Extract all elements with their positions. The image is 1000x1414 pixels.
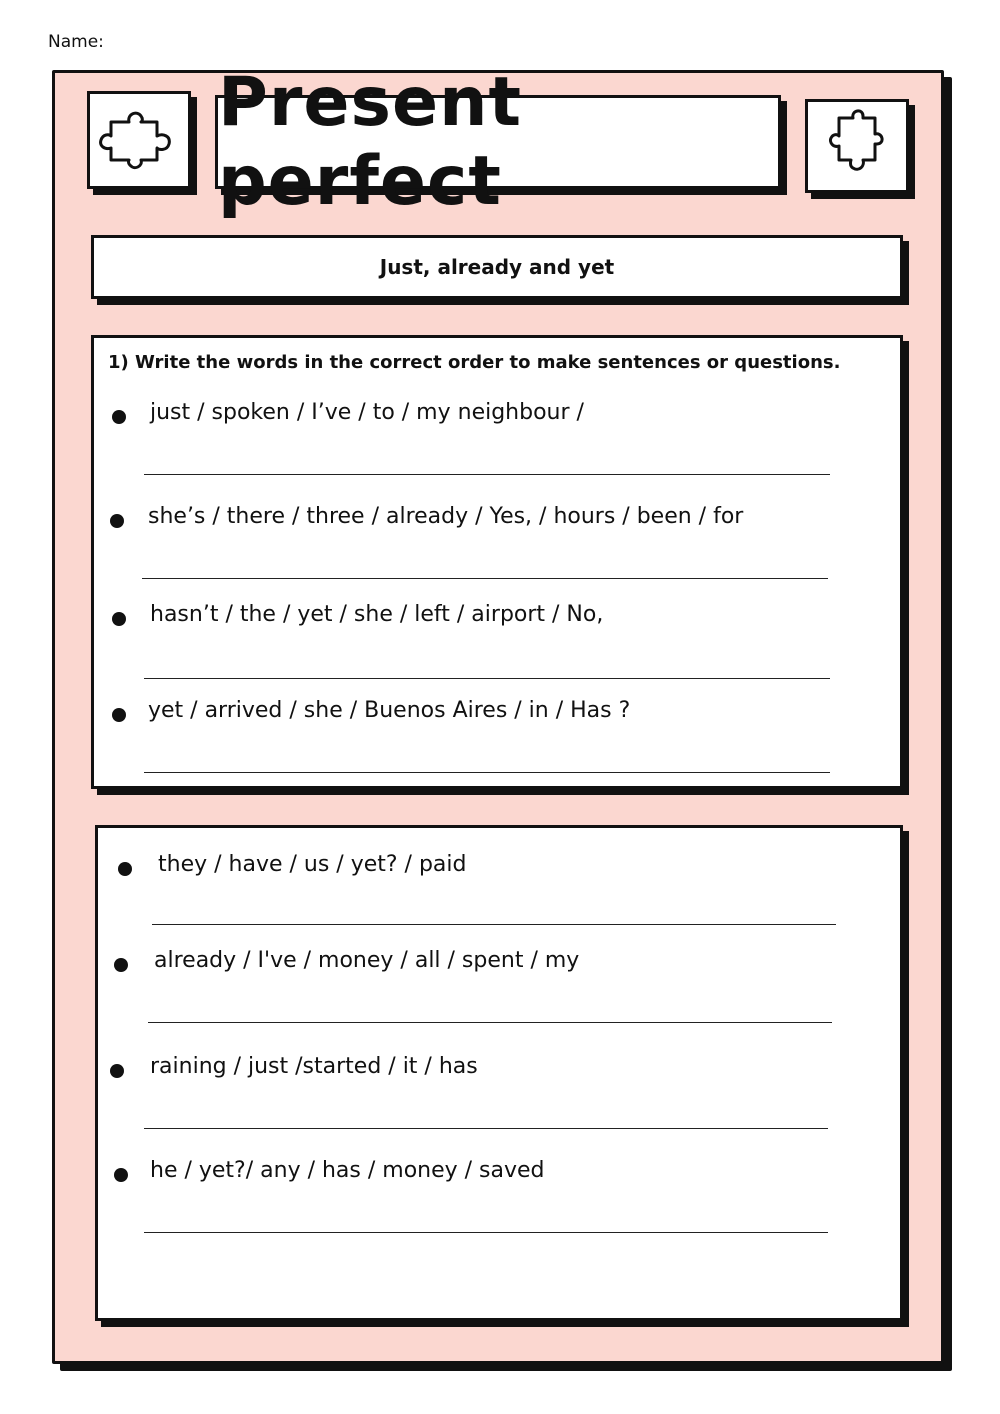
- exercise-box-2: [95, 825, 903, 1321]
- puzzle-right-frame: [805, 99, 909, 193]
- scrambled-prompt: just / spoken / I’ve / to / my neighbour /: [150, 400, 584, 425]
- bullet-icon: [112, 612, 126, 626]
- scrambled-prompt: hasn’t / the / yet / she / left / airport / No,: [150, 602, 604, 627]
- puzzle-left-frame: [87, 91, 191, 189]
- puzzle-piece-icon: [97, 108, 181, 172]
- bullet-icon: [114, 1168, 128, 1182]
- answer-line[interactable]: [144, 1232, 828, 1233]
- answer-line[interactable]: [144, 772, 830, 773]
- answer-line[interactable]: [144, 678, 830, 679]
- subtitle: Just, already and yet: [379, 255, 615, 279]
- scrambled-prompt: they / have / us / yet? / paid: [158, 852, 467, 877]
- name-label: Name:: [48, 32, 104, 52]
- answer-line[interactable]: [144, 1128, 828, 1129]
- scrambled-prompt: raining / just /started / it / has: [150, 1054, 478, 1079]
- page-title: Present perfect: [218, 63, 523, 221]
- bullet-icon: [110, 514, 124, 528]
- title-frame: [215, 63, 781, 221]
- answer-line[interactable]: [148, 1022, 832, 1023]
- scrambled-prompt: he / yet?/ any / has / money / saved: [150, 1158, 545, 1183]
- scrambled-prompt: she’s / there / three / already / Yes, / hours / been / for: [148, 504, 744, 529]
- answer-line[interactable]: [152, 924, 836, 925]
- bullet-icon: [114, 958, 128, 972]
- answer-line[interactable]: [144, 474, 830, 475]
- bullet-icon: [110, 1064, 124, 1078]
- bullet-icon: [112, 708, 126, 722]
- scrambled-prompt: yet / arrived / she / Buenos Aires / in / Has ?: [148, 698, 631, 723]
- worksheet-panel: [52, 63, 944, 1364]
- answer-line[interactable]: [142, 578, 828, 579]
- exercise-box-1: [91, 335, 903, 789]
- bullet-icon: [112, 410, 126, 424]
- scrambled-prompt: already / I've / money / all / spent / my: [154, 948, 580, 973]
- puzzle-piece-icon: [825, 104, 889, 188]
- subtitle-banner: [91, 235, 903, 299]
- bullet-icon: [118, 862, 132, 876]
- instruction: 1) Write the words in the correct order to make sentences or questions.: [108, 352, 841, 373]
